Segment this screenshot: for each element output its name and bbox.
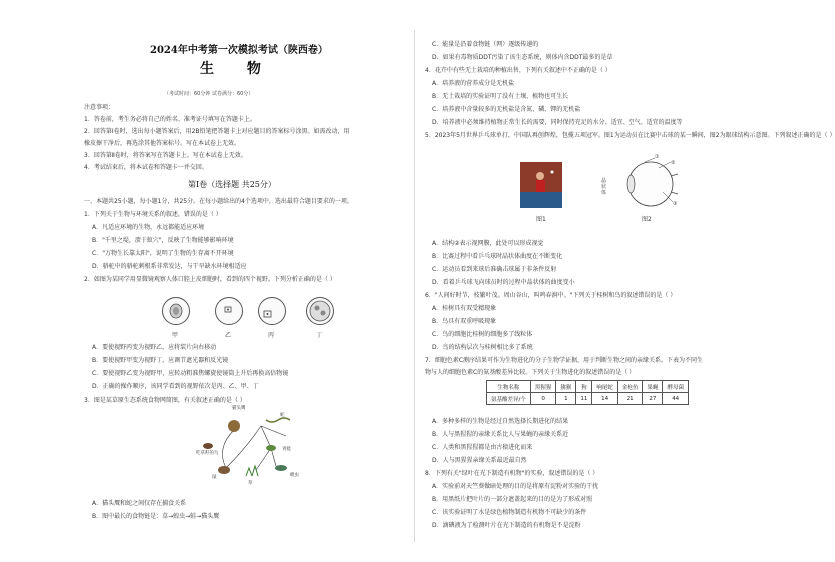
section-intro: 一、本题共25小题，每小题1分，共25分。在每小题给出的4个选项中，选出最符合题目要求的一项。 xyxy=(84,198,353,205)
question-4-stem: 4．花卉中有些无土栽培的种植出售，下列有关叙述中不正确的是（ ） xyxy=(425,67,611,74)
eye-label: ② xyxy=(671,160,676,166)
question-option: D．滴碘液为了检测叶片在光下制造的有机物是不是淀粉 xyxy=(432,522,581,529)
question-option: C．培养液中含量较多的无机盐是含氮、磷、钾的无机盐 xyxy=(432,106,581,113)
table-cell: 0 xyxy=(530,393,556,405)
question-option: A．多种多样的生物是经过自然选择长期进化的结果 xyxy=(432,418,569,425)
question-option: D．培养液中必须维持植物正常生长的需要，同时保持充足的水分、适宜、空气、适宜的温度等 xyxy=(432,119,683,126)
table-header-cell: 酵母菌 xyxy=(663,381,689,393)
ball-icon xyxy=(551,171,554,174)
microscope-field-bing xyxy=(258,297,286,325)
field-label: 甲 xyxy=(172,332,179,339)
eye-label: ③ xyxy=(673,201,678,207)
table-cell: 11 xyxy=(576,393,592,405)
question-option: A．培养液的营养成分是无机盐 xyxy=(432,80,515,87)
question-option: B．"千里之堤，溃于蚁穴"，反映了生物能够影响环境 xyxy=(92,237,234,244)
question-2-stem: 2．如图为某同学用显微镜观察人体口腔上皮细胞时，看到的四个视野。下列分析正确的是（ ） xyxy=(84,276,336,283)
web-label: 青蛙 xyxy=(282,447,291,452)
question-option: C．能量是沿着食物链（网）逐级传递的 xyxy=(432,41,539,48)
owl-icon xyxy=(228,420,240,432)
note-item: 3．回答第Ⅱ卷时，将答案写在答题卡上。写在本试卷上无效。 xyxy=(84,152,247,159)
question-option: C．"万物生长靠太阳"，说明了生物的生存离不开环境 xyxy=(92,250,234,257)
table-cell: 14 xyxy=(592,393,618,405)
small-cell-icon xyxy=(216,298,242,324)
microscope-field-ding xyxy=(306,297,334,325)
table-cell: 21 xyxy=(617,393,643,405)
notes-heading: 注意事项： xyxy=(84,104,115,111)
question-option: D．如果有毒物质DDT污染了该生态系统，则体内含DDT最多的是草 xyxy=(432,54,613,61)
amino-acid-table xyxy=(486,380,689,405)
question-3-stem: 3．图是某草原生态系统食物网简图，有关叙述正确的是（ ） xyxy=(84,397,246,404)
figure-caption: 图2 xyxy=(642,216,652,223)
eye-diagram xyxy=(615,156,679,212)
question-option: C．要使视野乙变为视野甲，应转动粗准焦螺旋使镜筒上升后再换高倍物镜 xyxy=(92,370,289,377)
grass-icon xyxy=(246,466,258,476)
question-6-stem: 6．"人间好时节，枝繁叶茂。周山谷山，叫鸣春涧中。"下列关于桂树和鸟的叙述错误的是（ ） xyxy=(425,292,677,299)
question-5-stem: 5．2023年5月世界乒乓球单打，中国队再创辉煌，包揽五项冠军。图1为运动员在比赛中击球的某一瞬间，图2为眼球结构示意图。下列叙述正确的是（ ） xyxy=(425,132,835,139)
table-header-cell: 猕猴 xyxy=(556,381,576,393)
table-row-label: 氨基酸差异/个 xyxy=(487,393,531,405)
eye-label: 晶状体 xyxy=(601,178,607,196)
question-option: D．看着乒乓球飞向球员时的过程中晶状体的曲度变小 xyxy=(432,279,575,286)
question-option: C．人类和黑猩猩都是由古猿进化而来 xyxy=(432,444,533,451)
section-title: 第Ⅰ卷（选择题 共25分） xyxy=(188,180,276,189)
note-item: 4．考试结束后，将本试卷和答题卡一并交回。 xyxy=(84,164,208,171)
field-label: 乙 xyxy=(225,332,232,339)
question-option: A．实验前对天竺葵做暗处理的目的是将原有淀粉对实验的干扰 xyxy=(432,483,599,490)
question-option: A．猫头鹰和蛇之间仅存在捕食关系 xyxy=(92,500,187,507)
table-header-cell: 响尾蛇 xyxy=(592,381,618,393)
microscope-field-jia xyxy=(162,297,190,325)
question-option: B．图中最长的食物链是：草→蝗虫→蛙→猫头鹰 xyxy=(92,513,220,520)
question-option: A．结构②表示视网膜，此处可以形成视觉 xyxy=(432,240,544,247)
question-8-stem: 8．下列有关"绿叶在光下制造有机物"的实验，叙述错误的是（ ） xyxy=(425,470,599,477)
question-1-stem: 1．下列关于生物与环境关系的叙述，错误的是（ ） xyxy=(84,211,222,218)
question-option: C．鸟的细胞比桂树的细胞多了线粒体 xyxy=(432,331,533,338)
field-label: 丙 xyxy=(268,332,275,339)
question-7-stem: 7．细胞色素C测序结果可作为生物进化的分子生物学证据，用于判断生物之间的亲缘关系。下表为不同生 xyxy=(425,357,704,364)
table-header-cell: 果蝇 xyxy=(643,381,663,393)
subject-title: 生 物 xyxy=(200,61,275,77)
grasshopper-icon xyxy=(275,465,287,471)
web-label: 吃草籽的鸟 xyxy=(196,451,219,456)
question-option: B．人与黑猩猩的亲缘关系比人与果蝇的亲缘关系近 xyxy=(432,431,569,438)
large-cell-icon xyxy=(307,298,333,324)
web-label: 蝗虫 xyxy=(290,473,299,478)
cell-cluster-icon xyxy=(163,298,189,324)
web-label: 蛇 xyxy=(280,413,285,418)
mouse-icon xyxy=(218,466,230,474)
column-divider xyxy=(414,30,415,542)
field-label: 丁 xyxy=(316,332,323,339)
question-option: D．鸟的结构层次与桂树相比多了系统 xyxy=(432,344,533,351)
offset-cell-icon xyxy=(259,298,285,324)
table-cell: 27 xyxy=(643,393,663,405)
table-tennis-photo xyxy=(520,162,562,208)
question-option: B．无土栽培的实验证明了没有土壤，植物也可生长 xyxy=(432,93,569,100)
question-7-stem-cont: 物与人的细胞色素C的氨基酸差异比较。下列关于生物进化的叙述错误的是（ ） xyxy=(425,369,636,376)
snake-icon xyxy=(266,418,290,422)
table-cell: 1 xyxy=(556,393,576,405)
bird-icon xyxy=(203,443,213,449)
question-option: B．用黑纸片把叶片的一部分遮盖起来的目的是为了形成对照 xyxy=(432,496,593,503)
table-cell: 44 xyxy=(663,393,689,405)
frog-icon xyxy=(266,445,276,451)
eye-label: ① xyxy=(655,154,660,160)
figure-caption: 图1 xyxy=(536,216,546,223)
table-header-cell: 生物名称 xyxy=(487,381,531,393)
question-option: A．要使视野丙变为视野乙，应将装片向右移动 xyxy=(92,344,217,351)
web-label: 鼠 xyxy=(212,475,217,480)
table-header-row xyxy=(487,381,689,393)
question-option: D．人与黑猩猩亲缘关系最近最自然 xyxy=(432,457,527,464)
table-header-cell: 黑猩猩 xyxy=(530,381,556,393)
exam-meta: （考试时间：60分钟 试卷满分：60分） xyxy=(164,91,254,97)
question-option: B．鸟具有双重呼吸现象 xyxy=(432,318,497,325)
note-item: 1．答卷前，考生务必将自己的姓名、准考证号填写在答题卡上。 xyxy=(84,116,256,123)
question-option: B．比赛过程中看乒乓球时晶状体曲度在不断变化 xyxy=(432,253,563,260)
table-row xyxy=(487,393,689,405)
question-option: A．桂树具有双受精现象 xyxy=(432,305,497,312)
table-header-cell: 金枪鱼 xyxy=(617,381,643,393)
question-option: D．骆驼中的骆驼刺根系非常发达，与干旱缺水环境相适应 xyxy=(92,263,247,270)
question-option: C．运动员看到来球后准确击球属于非条件反射 xyxy=(432,266,557,273)
microscope-field-yi xyxy=(215,297,243,325)
question-option: B．要使视野甲变为视野丁，应调节遮光器和反光镜 xyxy=(92,357,229,364)
exam-title: 2024年中考第一次模拟考试（陕西卷） xyxy=(150,45,328,56)
table-header-cell: 狗 xyxy=(576,381,592,393)
note-item: 2．回答第Ⅰ卷时，选出每小题答案后，用2B铅笔把答题卡上对应题目的答案标号涂黑。如需改动，用 xyxy=(84,128,350,135)
question-option: C．该实验证明了水是绿色植物制造有机物不可缺少的条件 xyxy=(432,509,587,516)
web-label: 猫头鹰 xyxy=(232,406,246,411)
note-item: 橡皮擦干净后，再选涂其他答案标号。写在本试卷上无效。 xyxy=(84,140,241,147)
question-option: D．正确的操作顺序，该同学看到的视野依次是丙、乙、甲、丁 xyxy=(92,383,259,390)
question-option: A．凡适应环境的生物，永远都能适应环境 xyxy=(92,224,205,231)
web-label: 草 xyxy=(248,481,253,486)
